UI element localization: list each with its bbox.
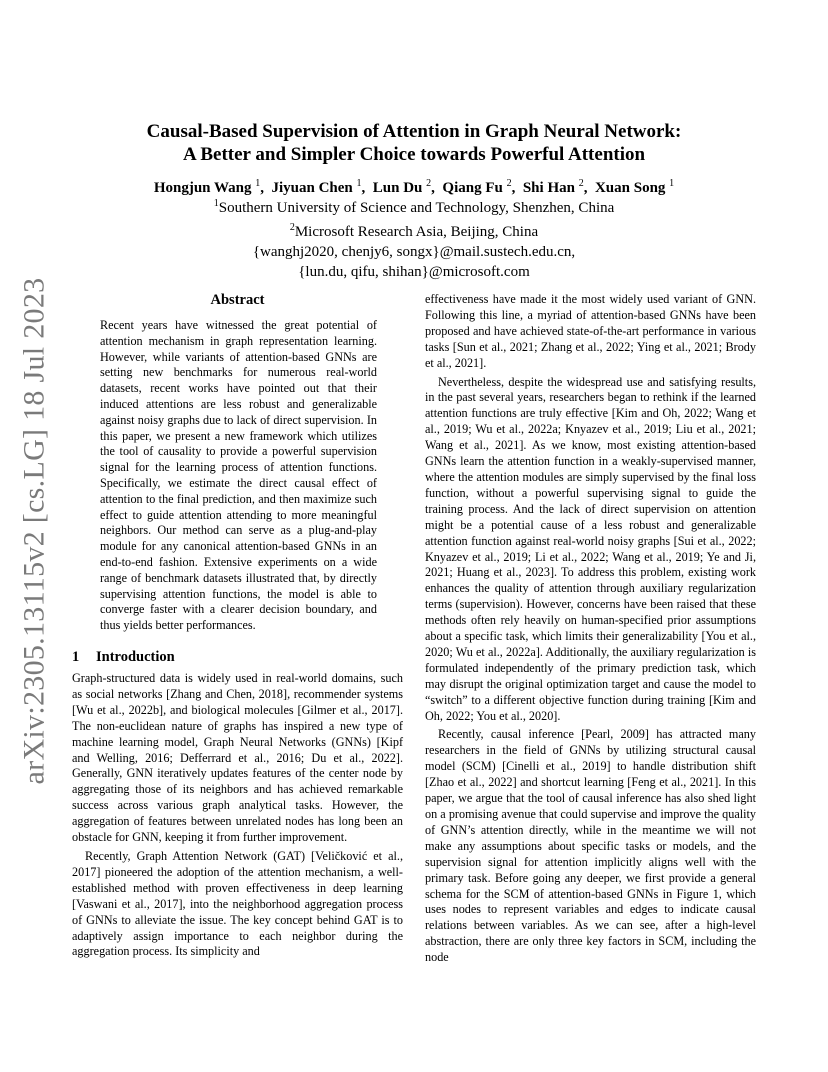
- title-line-2: A Better and Simpler Choice towards Powerful Attention: [182, 144, 646, 165]
- body-paragraph: Recently, causal inference [Pearl, 2009] has attracted many researchers in the field of GNNs by utilizing structural causal model (SCM) [Cinelli et al., 2019] to handle distribution shift [Zhao et al., 2022] and shortcut learning [Feng et al., 2021]. In this paper, we argue that the tool of causal inference has also shed light on a promising avenue that could supervise and improve the quality of GNN’s attention directly, while in the meantime we will not make any assumptions about specific tasks or models, and the supervision signal for attention implicitly aligns well with the primary task. Before going any deeper, we first provide a general schema for the SCM of attention-based GNNs in Figure 1, which uses nodes to represent variables and edges to indicate causal relations between variables. As we can see, after a high-level abstraction, there are only three key factors in SCM, including the node: [425, 727, 756, 965]
- body-paragraph: effectiveness have made it the most widely used variant of GNN. Following this line, a myriad of attention-based GNNs have been proposed and have achieved state-of-the-art performance in various tasks [Sun et al., 2021; Zhang et al., 2022; Ying et al., 2021; Brody et al., 2021].: [425, 292, 756, 370]
- author: Jiyuan Chen $^1$: [271, 178, 362, 196]
- author: Hongjun Wang $^1$: [153, 178, 261, 196]
- author: Lun Du $^2$: [372, 178, 432, 196]
- abstract-text: [100, 318, 377, 634]
- affiliation: $^1$Southern University of Science and Technology, Shenzhen, China: [213, 198, 615, 216]
- author-list: Hongjun Wang $^1$, Jiyuan Chen $^1$, Lun Du $^2$, Qiang Fu $^2$, Shi Han $^2$, Xuan Song $^1$: [153, 178, 675, 196]
- body-paragraph: Recently, Graph Attention Network (GAT) [Veličković et al., 2017] pioneered the adoption of the attention mechanism, a well-established method with proven effectiveness in deep learning [Vaswani et al., 2017], into the neighborhood aggregation process of GNNs to alleviate the issue. The key concept behind GAT is to adaptively assign importance to each neighbor during the aggregation process. Its simplicity and: [72, 848, 403, 959]
- author: Qiang Fu $^2$: [442, 178, 512, 196]
- title-line-1: Causal-Based Supervision of Attention in Graph Neural Network:: [146, 121, 682, 142]
- arxiv-sidebar: [4, 277, 64, 785]
- section-title: Introduction: [96, 649, 175, 665]
- section-number: 1: [72, 649, 80, 665]
- arxiv-id[interactable]: arXiv:2305.13115v2 [cs.LG] 18 Jul 2023: [17, 277, 50, 785]
- affiliations: [70, 194, 758, 282]
- body-paragraph: Graph-structured data is widely used in real-world domains, such as social networks [Zhang and Chen, 2018], recommender systems [Wu et al., 2022b], and biological molecules [Gilmer et al., 2017]. The non-euclidean nature of graphs has inspired a new type of machine learning model, Graph Neural Networks (GNNs) [Kipf and Welling, 2016; Defferrard et al., 2016; Du et al., 2022]. Generally, GNN iteratively updates features of the center node by aggregating those of its neighbors and has achieved remarkable success across various graph analytical tasks. However, the aggregation of features between unrelated nodes has long been an obstacle for GNN, keeping it from further improvement.: [72, 671, 403, 845]
- section-heading: [72, 649, 402, 666]
- paper-title: [70, 120, 758, 166]
- body-paragraph: Nevertheless, despite the widespread use and satisfying results, in the past several years, researchers began to rethink if the learned attention functions are truly effective [Kim and Oh, 2022; Wang et al., 2019; Wu et al., 2022a; Knyazev et al., 2019; Liu et al., 2021; Wang et al., 2021]. As we know, most existing attention-based GNNs learn the attention function in a weakly-supervised manner, where the attention modules are simply supervised by the final loss function, without a powerful supervising signal to guide the training process. And the lack of direct supervision on attention might be a potential cause of a less robust and generalizable attention function against real-world noisy graphs [Sui et al., 2022; Knyazev et al., 2019; Li et al., 2022; Wang et al., 2019; Ye and Ji, 2021; Huang et al., 2023]. To address this problem, existing work enhances the quality of attention through auxiliary regularization terms (supervision). However, concerns have been raised that these methods often rely heavily on human-specified prior assumptions about a specific task, which limits their generalizability [You et al., 2020; Wu et al., 2022a]. Additionally, the auxiliary regularization is formulated independently of the primary prediction task, which may disrupt the original optimization target and cause the model to “switch” to a different objective function during training [Kim and Oh, 2022; You et al., 2020].: [425, 374, 756, 723]
- author: Shi Han $^2$: [522, 178, 584, 196]
- email-line: {wanghj2020, chenjy6, songx}@mail.sustech.edu.cn,: [252, 244, 576, 260]
- email-line: {lun.du, qifu, shihan}@microsoft.com: [298, 264, 530, 280]
- abstract-heading: Abstract: [210, 292, 265, 308]
- right-column: [425, 292, 756, 966]
- affiliation: $^2$Microsoft Research Asia, Beijing, China: [289, 222, 539, 240]
- abstract-paragraph: Recent years have witnessed the great potential of attention mechanism in graph representation learning. However, while variants of attention-based GNNs are setting new benchmarks for numerous real-world datasets, recent works have pointed out that their induced attentions are less robust and generalizable against noisy graphs due to lack of direct supervision. In this paper, we present a new framework which utilizes the tool of causality to provide a powerful supervision signal for the learning process of attention functions. Specifically, we estimate the direct causal effect of attention to the final prediction, and then maximize such effect to guide attention attending to more meaningful neighbors. Our method can serve as a plug-and-play module for any canonical attention-based GNNs in an end-to-end fashion. Extensive experiments on a wide range of benchmark datasets illustrated that, by directly supervising attention functions, the model is able to converge faster with a clearer decision boundary, and thus yields better performances.: [100, 318, 377, 633]
- author: Xuan Song $^1$: [594, 178, 675, 196]
- left-column: [72, 671, 403, 960]
